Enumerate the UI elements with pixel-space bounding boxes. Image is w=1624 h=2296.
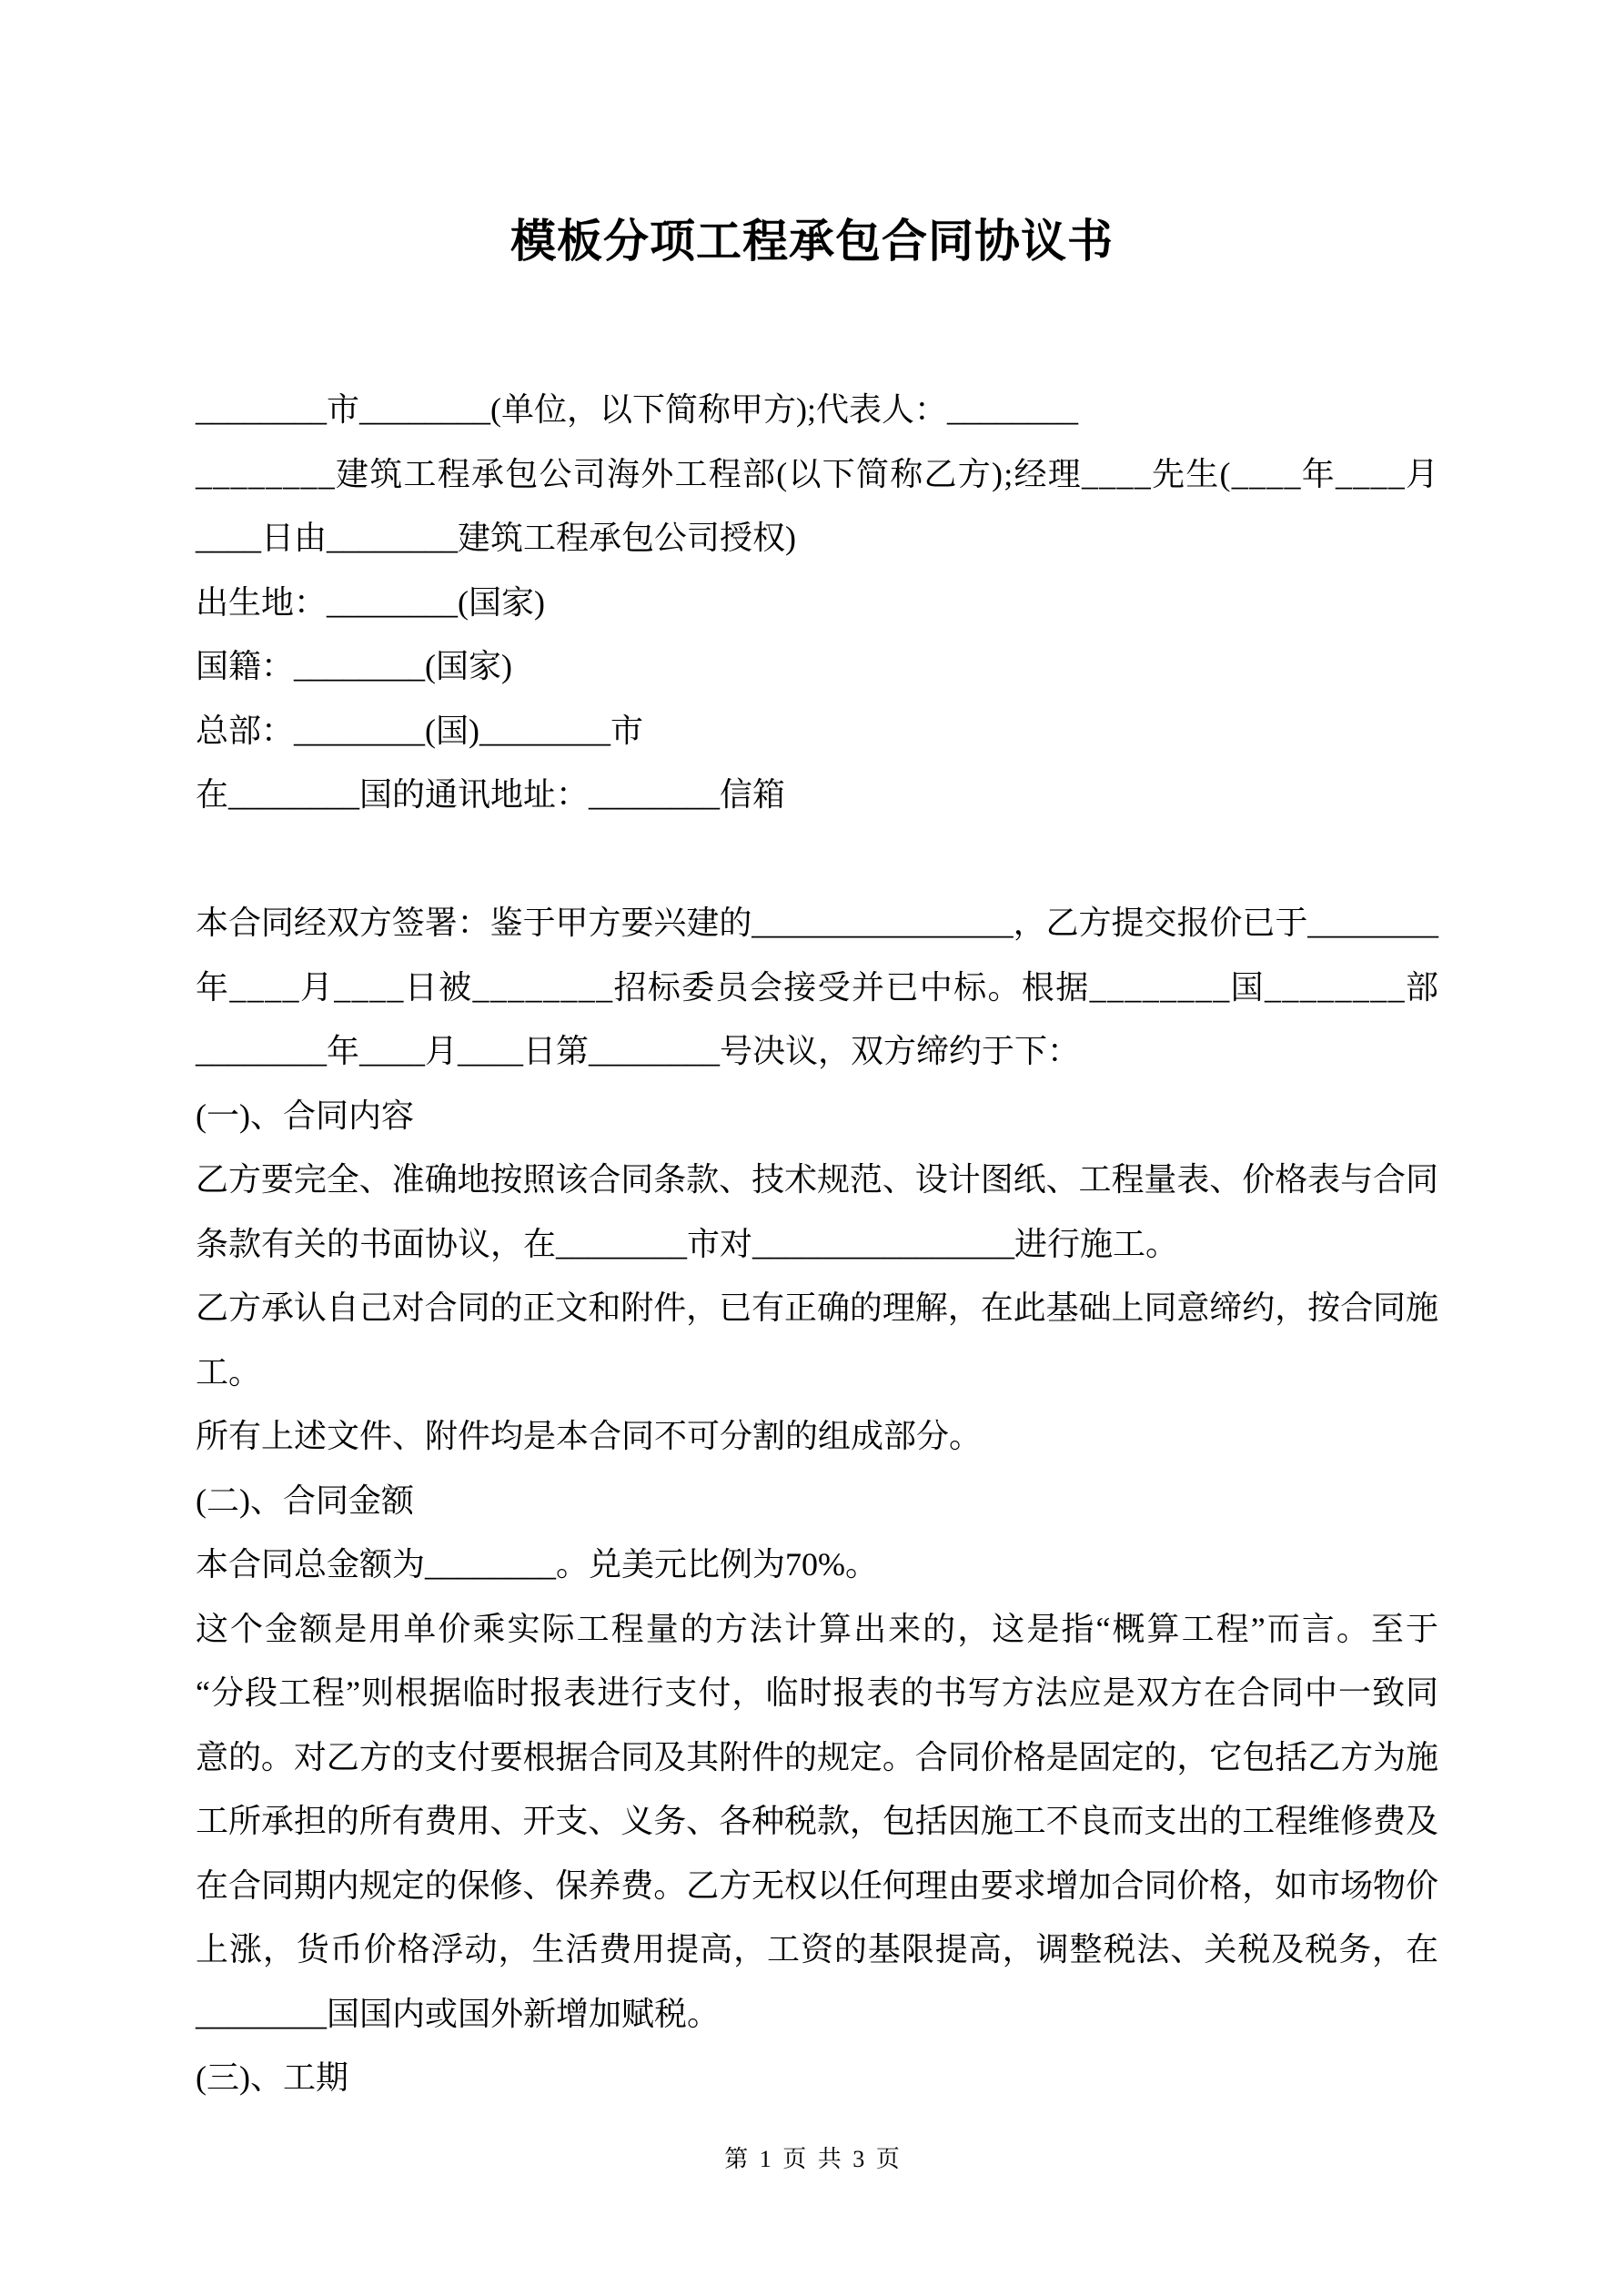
- paragraph-line: [196, 1212, 1438, 1277]
- paragraph-line-text: ____日由________建筑工程承包公司授权): [196, 520, 796, 556]
- paragraph-line-text: 条款有关的书面协议，在________市对________________进行施工。: [196, 1225, 1179, 1262]
- paragraph-line-text: 这个金额是用单价乘实际工程量的方法计算出来的，这是指“概算工程”而言。至于: [196, 1610, 1441, 1647]
- paragraph-line-text: 在________国的通讯地址：________信箱: [196, 776, 786, 813]
- paragraph-line-text: 乙方承认自己对合同的正文和附件，已有正确的理解，在此基础上同意缔约，按合同施: [196, 1290, 1438, 1326]
- paragraph-line-text: 出生地：________(国家): [196, 583, 545, 621]
- paragraph-line-text: (一)、合同内容: [196, 1097, 414, 1134]
- paragraph-line-text: 国籍：________(国家): [196, 648, 512, 684]
- paragraph-line-text: “分段工程”则根据临时报表进行支付，临时报表的书写方法应是双方在合同中一致同: [196, 1674, 1440, 1711]
- paragraph-line: [196, 1789, 1438, 1854]
- paragraph-line: [196, 1404, 1438, 1469]
- paragraph-line-text: ________国国内或国外新增加赋税。: [196, 1995, 721, 2032]
- paragraph-line: [196, 1340, 1438, 1405]
- paragraph-line: [196, 1725, 1438, 1790]
- paragraph-line: [196, 956, 1438, 1020]
- paragraph-line: [196, 1854, 1438, 1918]
- page-number: 第 1 页 共 3 页: [724, 2146, 900, 2172]
- paragraph-line: [196, 506, 1438, 571]
- paragraph-line-text: 意的。对乙方的支付要根据合同及其附件的规定。合同价格是固定的，它包括乙方为施: [196, 1738, 1438, 1775]
- paragraph-line: [196, 1084, 1438, 1148]
- paragraph-line: [196, 1982, 1438, 2047]
- paragraph-line-text: 上涨，货币价格浮动，生活费用提高，工资的基限提高，调整税法、关税及税务，在: [196, 1931, 1439, 1967]
- document-body: [196, 378, 1441, 2110]
- paragraph-line-text: 所有上述文件、附件均是本合同不可分割的组成部分。: [196, 1418, 983, 1454]
- paragraph-line-text: 年____月____日被________招标委员会接受并已中标。根据________国________部: [196, 968, 1440, 1006]
- paragraph-line: [196, 2046, 1438, 2110]
- paragraph-line: [196, 442, 1438, 507]
- paragraph-line: [196, 1597, 1441, 1662]
- paragraph-line-text: 本合同总金额为________。兑美元比例为70%。: [196, 1546, 878, 1583]
- paragraph-line: [196, 1661, 1438, 1725]
- paragraph-line: [196, 634, 1438, 699]
- paragraph-line-text: 总部：________(国)________市: [196, 712, 643, 749]
- paragraph-line: [196, 699, 1438, 764]
- paragraph-line-text: (二)、合同金额: [196, 1482, 414, 1519]
- paragraph-line-text: ________年____月____日第________号决议，双方缔约于下：: [196, 1033, 1081, 1069]
- paragraph-line-text: ________市________(单位，以下简称甲方);代表人：________: [196, 391, 1078, 428]
- paragraph-line-text: 乙方要完全、准确地按照该合同条款、技术规范、设计图纸、工程量表、价格表与合同: [196, 1161, 1438, 1198]
- paragraph-line: [196, 763, 1438, 827]
- paragraph-line: [196, 1469, 1438, 1533]
- blank-line: [196, 827, 1438, 892]
- paragraph-line: [196, 571, 1438, 635]
- paragraph-line: [196, 891, 1438, 956]
- paragraph-line: [196, 1019, 1438, 1084]
- paragraph-line-text: 本合同经双方签署：鉴于甲方要兴建的________________，乙方提交报价已于________: [196, 905, 1438, 941]
- paragraph-line-text: ________建筑工程承包公司海外工程部(以下简称乙方);经理____先生(____年____月: [196, 455, 1440, 492]
- paragraph-line: [196, 1917, 1438, 1982]
- document-title: 模板分项工程承包合同协议书: [510, 216, 1114, 267]
- paragraph-line: [196, 1276, 1438, 1340]
- paragraph-line: [196, 378, 1438, 442]
- paragraph-line: [196, 1148, 1438, 1212]
- paragraph-line-text: (三)、工期: [196, 2059, 348, 2096]
- paragraph-line: [196, 1532, 1438, 1597]
- paragraph-line-text: 工。: [196, 1353, 262, 1391]
- paragraph-line-text: 工所承担的所有费用、开支、义务、各种税款，包括因施工不良而支出的工程维修费及: [196, 1803, 1438, 1839]
- paragraph-line-text: 在合同期内规定的保修、保养费。乙方无权以任何理由要求增加合同价格，如市场物价: [196, 1866, 1438, 1904]
